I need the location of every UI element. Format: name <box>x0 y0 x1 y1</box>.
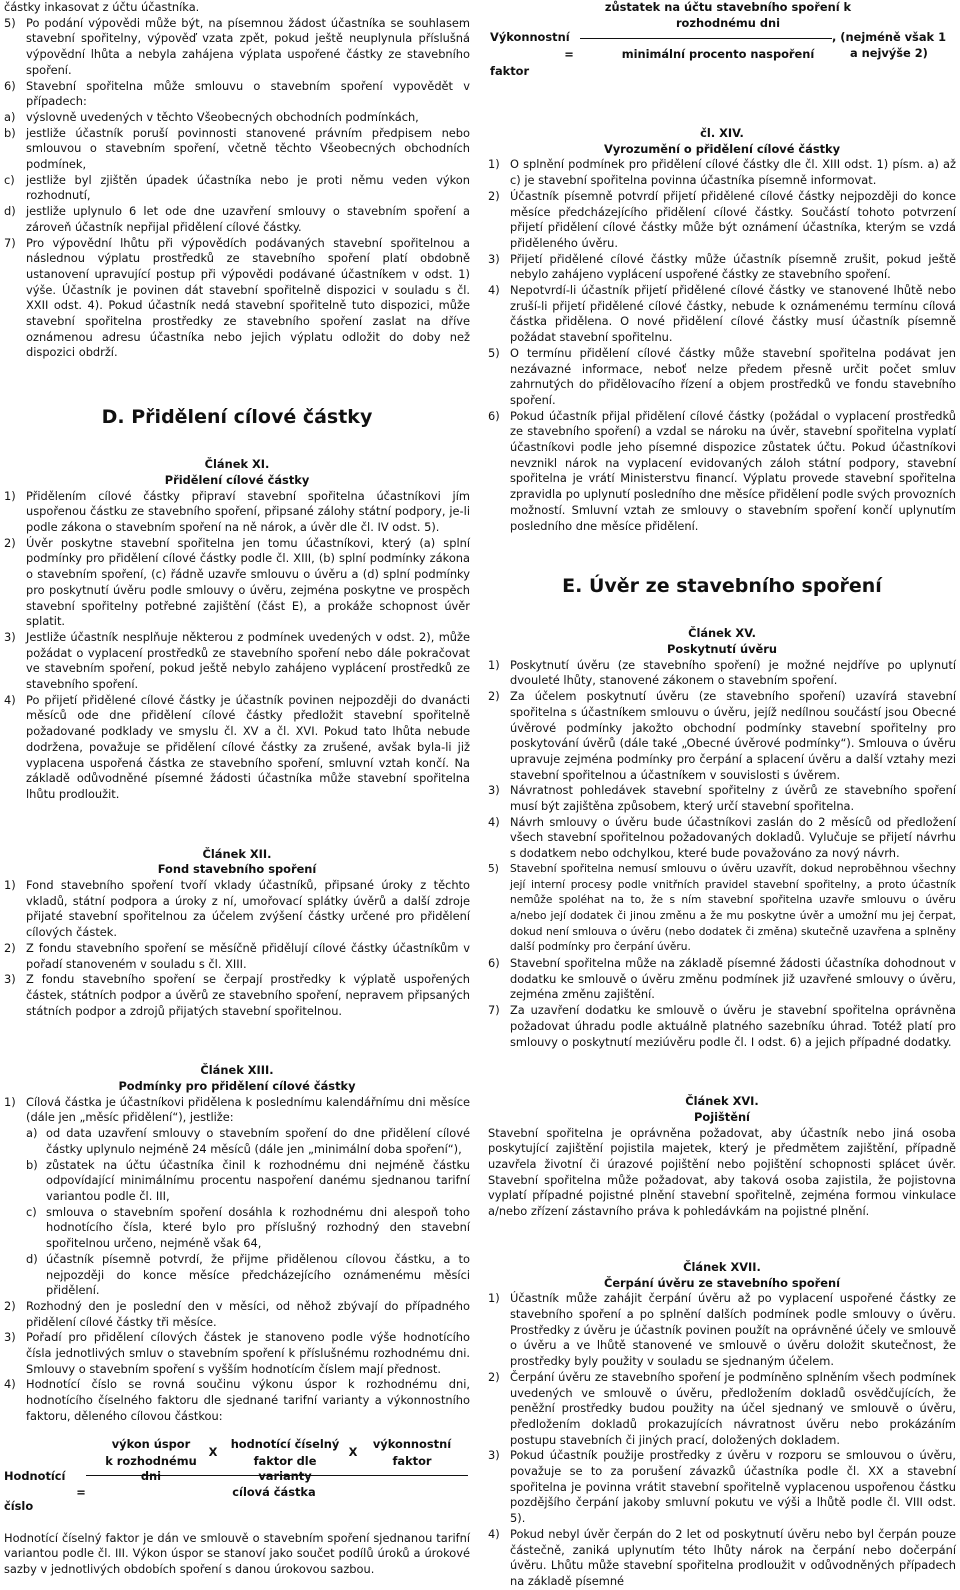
article-13-title: Článek XIII. <box>200 1063 274 1078</box>
right-column <box>488 0 956 1590</box>
article-12-item-1: 1) Fond stavebního spoření tvoří vklady účastníků, připsané úroky z těchto vkladů, státní podpora a úroky z ní, umořovací splátky úvěrů a další zdroje přijaté stavební spořitelnou za účelem zvýšení částky určené pro přidělení cílových částek. <box>4 878 470 940</box>
article-17-item-4: 4) Pokud nebyl úvěr čerpán do 2 let od poskytnutí úvěru nebo byl čerpán pouze částečně, zaniká uplynutím této lhůty nárok na čerpání nebo dočerpání úvěru. Lhůtu může stavební spořitelna prodloužit v odůvodněných případech na základě písemné <box>488 1526 956 1588</box>
article-13-item-4: 4) Hodnotící číslo se rovná součinu výkonu úspor k rozhodnému dni, hodnotícího číselného faktoru dle sjednané tarifní varianty a výkonnostního faktoru, děleného cílovou částkou: <box>4 1377 470 1423</box>
article-15-title: Článek XV. <box>688 626 756 641</box>
article-11-item-3: 3) Jestliže účastník nesplňuje některou z podmínek uvedených v odst. 2), může požádat o vyplacení prostředků ze stavebního spoření nebo dále pokračovat ve stavebním spoření, pokud ještě nebylo zahájeno vyplácení prostředků ze stavebního spoření. <box>4 629 470 692</box>
article-17-title: Článek XVII. <box>683 1259 761 1274</box>
article-13-item-3: 3) Pořadí pro přidělení cílových částek je stanoveno podle výše hodnotícího čísla jednotlivých smluv o stavebním spoření k příslušnému rozhodnému dni. Smlouvy o stavebním spoření s vyšším hodnotícím číslem mají přednost. <box>4 1330 470 1376</box>
article-15-item-4: 4) Návrh smlouvy o úvěru bude účastníkovi zaslán do 2 měsíců od předložení všech stavební spořitelnou požadovaných dokladů. Vylučuje se přijetí návrhu s dodatkem nebo odchylkou, které bude považováno za nový návrh. <box>488 814 956 861</box>
article-15-item-6: 6) Stavební spořitelna může na základě písemné žádosti účastníka dohodnout v dodatku ke smlouvě o úvěru změnu podmínek již uzavřené smlouvy o úvěru, zejména změnu zajištění. <box>488 956 956 1002</box>
article-14-item-4: 4) Nepotvrdí-li účastník přijetí přidělené cílové částky ve stanovené lhůtě nebo zruší-li přijetí přidělené cílové částky, nebude k oznámenému termínu cílová částka přidělena. O nové přidělení cílové částky musí účastník písemně požádat stavební spořitelnu. <box>488 283 956 345</box>
article-15-item-3: 3) Návratnost pohledávek stavební spořitelny z úvěrů ze stavebního spoření musí být zajištěna způsobem, který určí stavební spořitelna. <box>488 783 956 814</box>
paragraph-7: 7) Pro výpovědní lhůtu při výpovědích podávaných stavební spořitelnou a následnou výplatu prostředků ze stavebního spoření platí obdobně ustanovení upravující postup při výpovědi podávané účastníkem v odst. 1) výše. Účastník je povinen dát stavební spořitelně dispozici v souladu s čl. XXII odst. 4). Pokud účastník nedá stavební spořitelně tuto dispozici, může stavební spořitelna prostředky ze stavebního spoření zaslat na dříve oznámenou adresu účastníka nebo jejich výplatu odložit do doby než dispozici obdrží. <box>4 235 470 360</box>
article-13-item-1c: c) smlouva o stavebním spoření dosáhla k rozhodnému dni alespoň toho hodnotícího čísla, které bylo pro příslušný rozhodný den stavební spořitelnou určeno, nejméně však 64, <box>26 1204 470 1251</box>
article-11-item-1: 1) Přidělením cílové částky připraví stavební spořitelna účastníkovi jím uspořenou částku ze stavebního spoření, připsané zálohy státní podpory, je-li podle zákona o stavebním spoření na ně nárok, a úvěr dle čl. IV odst. 5). <box>4 488 470 534</box>
article-15-item-2: 2) Za účelem poskytnutí úvěru (ze stavebního spoření) uzavírá stavební spořitelna s účastníkem smlouvu o úvěru, jejíž nedílnou součástí jsou Obecné úvěrové podmínky jakožto obchodní podmínky stavební spořitelny pro poskytování úvěrů (dále také „Obecné úvěrové podmínky“). Smlouva o úvěru upravuje zejména podmínky pro čerpání a splacení úvěru a další vztahy mezi stavební spořitelnou a účastníkem v souvislosti s úvěrem. <box>488 689 956 782</box>
article-17-item-1: 1) Účastník může zahájit čerpání úvěru až po vyplacení uspořené částky ze stavebního spoření a po splnění dalších podmínek podle smlouvy o úvěru. Prostředky z úvěru je účastník povinen použít na oprávněné účely ve smlouvě o úvěru a ve lhůtě stanovené ve smlouvě o úvěru doložit skutečnost, že prostředky byly použity v souladu se sjednaným účelem. <box>488 1291 956 1369</box>
article-14-item-3: 3) Přijetí přidělené cílové částky může účastník písemně zrušit, pokud ještě nebylo zahájeno vyplácení uspořené částky ze stavebního spoření. <box>488 251 956 282</box>
article-16-title: Článek XVI. <box>685 1094 759 1109</box>
article-14-item-1: 1) O splnění podmínek pro přidělení cílové částky dle čl. XIII odst. 1) písm. a) až c) je stavební spořitelna povinna účastníka písemně informovat. <box>488 157 956 188</box>
left-column <box>4 0 470 1578</box>
article-17-subtitle: Čerpání úvěru ze stavebního spoření <box>603 1275 841 1290</box>
article-16-text: Stavební spořitelna je oprávněna požadovat, aby účastník nebo jiná osoba poskytující zajištění pojistila majetek, který je předmětem zajištění, případně uzavřela životní či úrazové pojištění nebo pojištění schopnosti splácet úvěr. Stavební spořitelna může požadovat, aby taková osoba zajistila, že pojistovna vyplatí případné pojistné plnění stavební spořitelně, zejména formou vinkulace a/nebo zřízení zástavního práva k pohledávkám na pojistné plnění. <box>488 1125 956 1219</box>
section-heading-e: E. Úvěr ze stavebního spoření <box>562 575 882 598</box>
article-12-subtitle: Fond stavebního spoření <box>157 862 317 877</box>
article-17-item-3: 3) Pokud účastník použije prostředky z úvěru v rozporu se smlouvou o úvěru, považuje se to za porušení závazků účastníka podle čl. XX a stavební spořitelna je povinna vrátit stavební spořitelně vyplacenou uspořenou částku pozdějšího čerpání jakoby smluvní pokutu ve výši a lhůtě podle čl. VIII odst. 5). <box>488 1448 956 1526</box>
article-16-subtitle: Pojištění <box>694 1109 750 1124</box>
section-heading-d: D. Přidělení cílové částky <box>101 406 373 429</box>
article-13-subtitle: Podmínky pro přidělení cílové částky <box>118 1079 356 1094</box>
hodnotici-cislo-formula: výkon úspor k rozhodnému dni X hodnotící číselný faktor dle varianty X výkonnostní faktor Hodnotící = číslo cílová částka <box>4 1433 470 1525</box>
article-13-item-1b: b) zůstatek na účtu účastníka činil k rozhodnému dni nejméně částku odpovídající minimálnímu procentu naspoření danému sjednanou tarifní variantou podle čl. III, <box>26 1157 470 1203</box>
article-15-item-1: 1) Poskytnutí úvěru (ze stavebního spoření) je možné nejdříve po uplynutí dvouleté lhůty, stanovené zákonem o stavebním spoření. <box>488 657 956 688</box>
article-15-item-7: 7) Za uzavření dodatku ke smlouvě o úvěru je stavební spořitelna oprávněna požadovat úhradu podle aktuálně platného sazebníku úhrad. Totéž platí pro smlouvy o poskytnutí meziúvěru podle čl. I odst. 6) a jejich případné dodatky. <box>488 1003 956 1049</box>
article-13-item-2: 2) Rozhodný den je poslední den v měsíci, od něhož zbývají do případného přidělení cílové částky tři měsíce. <box>4 1298 470 1329</box>
paragraph-6: 6) Stavební spořitelna může smlouvu o stavebním spoření vypovědět v případech: <box>4 78 470 109</box>
article-14-item-6: 6) Pokud účastník přijal přidělení cílové částky (požádal o vyplacení prostředků ze stavebního spoření) a vzdal se nároku na úvěr, stavební spořitelna vyplatí účastníkovi podle jeho písemné dispozice zůstatek účtu. Pokud účastníkovi nevznikl nárok na vyplacení evidovaných záloh státní podpory, stavební spořitelna je vrátí Ministerstvu financí. Výplatu provede stavební spořitelna zpravidla po uplynutí posledního dne měsíce přidělení podle svých provozních možností. Smluvní vztah ze smlouvy o stavebním spoření končí uplynutím posledního dne měsíce přidělení. <box>488 408 956 533</box>
paragraph-6b: b) jestliže účastník poruší povinnosti stanovené právním předpisem nebo smlouvou o stavebním spoření, včetně těchto Všeobecných obchodních podmínek, <box>4 125 470 172</box>
article-13-item-1d: d) účastník písemně potvrdí, že přijme přidělenou cílovou částku, a to nejpozději do konce měsíce předcházejícího oznámenému měsíci přidělení. <box>26 1251 470 1298</box>
article-15-subtitle: Poskytnutí úvěru <box>667 641 777 656</box>
article-12-title: Článek XII. <box>202 846 272 861</box>
article-14-title: čl. XIV. <box>700 126 744 140</box>
vykonnostni-faktor-formula: zůstatek na účtu stavebního spoření k rozhodnému dni Výkonnostní = faktor minimální procento naspoření , (nejméně však 1 a nejvýše 2) <box>490 0 946 78</box>
article-11-subtitle: Přidělení cílové částky <box>164 472 310 487</box>
fraction-line <box>86 1475 468 1476</box>
article-12-item-2: 2) Z fondu stavebního spoření se měsíčně přidělují cílové částky účastníkům v pořadí stanoveném v souladu s čl. XIII. <box>4 940 470 971</box>
article-14-subtitle: Vyrozumění o přidělení cílové částky <box>603 141 841 156</box>
article-13-item-1: 1) Cílová částka je účastníkovi přidělena k poslednímu kalendářnímu dni měsíce (dále jen „měsíc přidělení“), jestliže: <box>4 1094 470 1125</box>
article-17-item-2: 2) Čerpání úvěru ze stavebního spoření je podmíněno splněním všech podmínek uvedených ve smlouvě o úvěru, předložením dokladů osvědčujících, že peněžní prostředky budou použity na účel sjednaný ve smlouvě o úvěru, předložením dokladů prokazujících návratnost úvěru nebo prokázáním postupu stavebních či jiných prací, doložených dokladem. <box>488 1369 956 1447</box>
paragraph-6d: d) jestliže uplynulo 6 let ode dne uzavření smlouvy o stavebním spoření a zároveň účastník nepřijal přidělení cílové částky. <box>4 204 470 234</box>
article-14-item-2: 2) Účastník písemně potvrdí přijetí přidělené cílové částky nejpozději do konce měsíce předcházejícího přidělení cílové částky. Součástí tohoto potvrzení přijetí přidělení cílové částky může být oznámení účastníka, kterým se vzdá přiděleného úvěru. <box>488 188 956 250</box>
article-14-item-5: 5) O termínu přidělení cílové částky může stavební spořitelna podávat jen nezávazné informace, neboť nelze předem přesně určit počet smluv zahrnutých do přidělovacího řízení a objem prostředků ve fondu stavebního spoření. <box>488 345 956 407</box>
closing-paragraph: Hodnotící číselný faktor je dán ve smlouvě o stavebním spoření sjednanou tarifní variantou podle čl. III. Výkon úspor se stanoví jako součet podílů úroků a úrokové sazby v jednotlivých obdobích spoření s danou úrokovou sazbou. <box>4 1530 470 1576</box>
paragraph-6a: a) výslovně uvedených v těchto Všeobecných obchodních podmínkách, <box>4 109 419 124</box>
article-13-item-1a: a) od data uzavření smlouvy o stavebním spoření do dne přidělení cílové částky uplynulo nejméně 24 měsíců (dále jen „minimální doba spoření“), <box>26 1126 470 1156</box>
continued-text: částky inkasovat z účtu účastníka. <box>4 0 200 14</box>
fraction-line-2 <box>580 38 832 39</box>
article-11-item-4: 4) Po přijetí přidělené cílové částky je účastník povinen nejpozději do dvanácti měsíců ode dne přidělení cílové částky předložit stavební spořitelně požadované podklady ve smyslu čl. XV a čl. XVI. Pokud tato lhůta nebude dodržena, považuje se přidělení cílové částky za zrušené, avšak byla-li již vyplacena uspořená částka ze stavebního spoření, smluvní vztah končí. Na základě odůvodněné písemné žádosti účastníka může stavební spořitelna lhůtu prodloužit. <box>4 692 470 801</box>
article-11-title: Článek XI. <box>204 457 270 472</box>
article-12-item-3: 3) Z fondu stavebního spoření se čerpají prostředky k výplatě uspořených částek, státních podpor a úvěrů ze stavebního spoření, nepravem připsaných státních podpor a zdrojů přijatých stavební spořitelnou. <box>4 972 470 1018</box>
paragraph-6c: c) jestliže byl zjištěn úpadek účastníka nebo je proti němu veden výkon rozhodnutí, <box>4 172 470 203</box>
article-15-item-5: 5) Stavební spořitelna nemusí smlouvu o úvěru uzavřít, dokud neproběhnou všechny její interní procesy podle vnitřních pravidel stavební spořitelny, a proto účastník nemůže spoléhat na to, že s ním stavební spořitelna uzavře smlouvu o úvěru a/nebo její dodatek či jinou změnu a že mu poskytne úvěr a umožní mu jej čerpat, dokud není smlouva o úvěru (nebo dodatek či změna) skutečně uzavřena a splněny další podmínky pro čerpání úvěru. <box>488 862 956 954</box>
article-11-item-2: 2) Úvěr poskytne stavební spořitelna jen tomu účastníkovi, který (a) splní podmínky pro přidělení cílové částky podle čl. XIII, (b) splní podmínky zákona o stavebním spoření, (c) řádně uzavře smlouvu o úvěru a (d) splní podmínky pro poskytnutí úvěru podle smlouvy o úvěru, zejména poskytne ve prospěch stavební spořitelny potřebné zajištění (část E), a prokáže schopnost úvěr splatit. <box>4 535 470 629</box>
paragraph-5: 5) Po podání výpovědi může být, na písemnou žádost účastníka se souhlasem stavební spořitelny, výpověď vzata zpět, pokud ještě neuplynula příslušná výpovědní lhůta a nebyla zahájena výplata uspořené částky ze stavebního spoření. <box>4 15 470 77</box>
